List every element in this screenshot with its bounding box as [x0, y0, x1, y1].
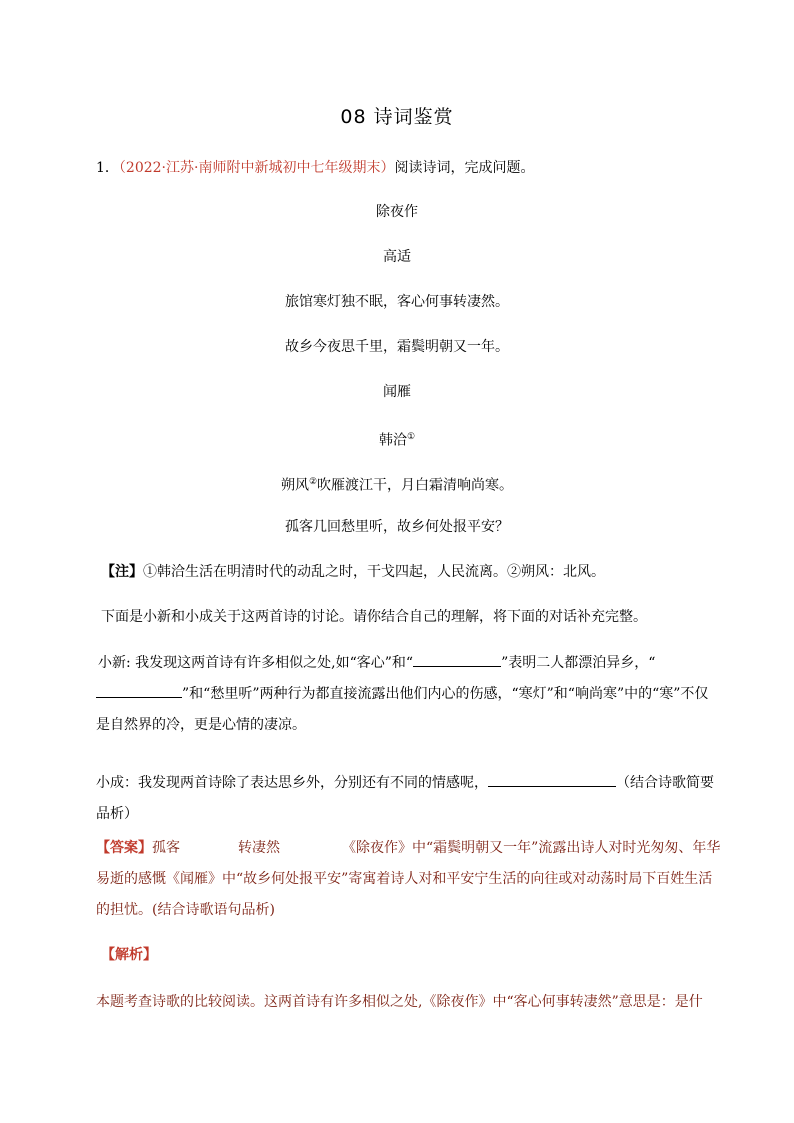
- xiaoxin-part1: 小新: 我发现这两首诗有许多相似之处,如“客心”和“: [98, 655, 414, 671]
- poem2-title: 闻雁: [383, 384, 411, 400]
- answer-1: 孤客: [152, 840, 180, 856]
- note: [101, 562, 605, 582]
- instruction: 下面是小新和小成关于这两首诗的讨论。请你结合自己的理解，将下面的对话补充完整。: [101, 609, 647, 625]
- xiaocheng-part1: 小成：我发现两首诗除了表达思乡外，分别还有不同的情感呢，: [96, 775, 488, 791]
- question-number: 1．: [96, 160, 119, 176]
- question-header: [96, 158, 534, 178]
- poem2-line1-a: 朔风: [280, 477, 309, 494]
- note-label: 【注】: [101, 564, 143, 580]
- blank-2[interactable]: [96, 682, 182, 698]
- xiaocheng-part2: （结合诗歌简要品析）: [96, 775, 714, 822]
- blank-1[interactable]: [413, 651, 501, 667]
- analysis-label: 【解析】: [101, 947, 157, 963]
- footnote-marker-1: ①: [406, 432, 416, 442]
- question-source: （2022·江苏·南师附中新城初中七年级期末）: [118, 160, 395, 176]
- poem2-author: 韩洽: [378, 432, 407, 449]
- answer-block: [96, 833, 722, 926]
- blank-3[interactable]: [488, 771, 616, 787]
- answer-2: 转凄然: [238, 840, 280, 856]
- analysis-label-line: [101, 945, 157, 965]
- footnote-marker-2: ②: [308, 477, 318, 487]
- xiaoxin-part3: ”: [182, 686, 190, 702]
- poem1-title: 除夜作: [376, 204, 418, 220]
- analysis-text: 本题考查诗歌的比较阅读。这两首诗有许多相似之处,《除夜作》中“客心何事转凄然”意思是：是什: [96, 994, 703, 1010]
- poem1-author: 高适: [383, 249, 411, 265]
- poem1-line2: 故乡今夜思千里，霜鬓明朝又一年。: [285, 339, 509, 355]
- page-title: 08 诗词鉴赏: [340, 106, 454, 128]
- answer-text: 《除夜作》中“霜鬓明朝又一年”流露出诗人对时光匆匆、年华易逝的感慨《闻雁》中“故乡何处报平安”寄寓着诗人对和平安宁生活的向往或对动荡时局下百姓生活的担忧。(结合诗歌语句品析): [96, 840, 721, 918]
- note-text: ①韩洽生活在明清时代的动乱之时，干戈四起，人民流离。②朔风：北风。: [143, 564, 605, 580]
- question-prompt: 阅读诗词，完成问题。: [394, 160, 535, 176]
- xiaoxin-part4: 和“愁里听”两种行为都直接流露出他们内心的伤感，“寒灯”和“响尚寒”中的“寒”不仅是自然界的冷，更是心情的凄凉。: [96, 686, 709, 733]
- xiaoxin-dialogue: [96, 648, 722, 741]
- xiaoxin-part2: ”表明二人都漂泊异乡，“: [501, 655, 656, 671]
- answer-label: 【答案】: [96, 840, 152, 856]
- poem1-line1: 旅馆寒灯独不眠，客心何事转凄然。: [285, 294, 509, 310]
- poem2-line1: [0, 472, 794, 496]
- xiaocheng-dialogue: [96, 768, 722, 830]
- poem2-author-line: [0, 427, 794, 451]
- poem2-line1-b: 吹雁渡江干，月白霜清响尚寒。: [317, 477, 514, 494]
- poem2-line2: 孤客几回愁里听，故乡何处报平安？: [285, 519, 509, 535]
